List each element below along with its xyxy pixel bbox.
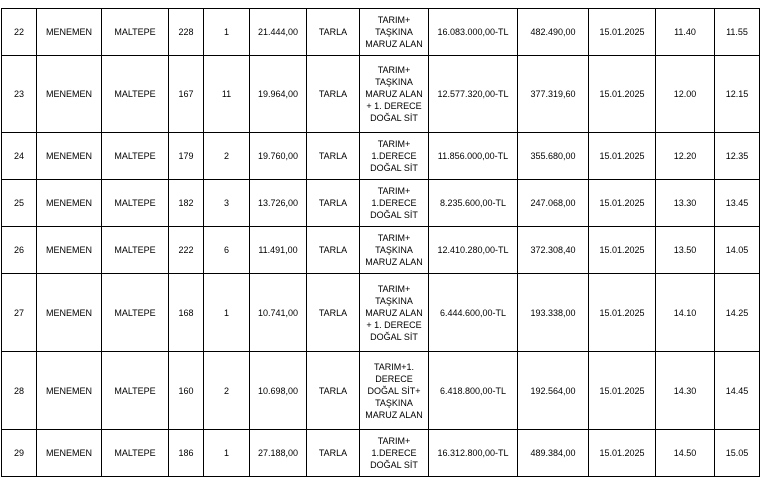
neighborhood-cell: MALTEPE <box>102 180 169 227</box>
block-cell: 160 <box>169 352 204 430</box>
table-row <box>2 274 760 352</box>
deposit-cell: 372.308,40 <box>518 227 589 274</box>
zoning-cell: TARIM+ 1.DERECE DOĞAL SİT <box>360 430 429 477</box>
end-time-cell: 14.25 <box>715 274 760 352</box>
neighborhood-cell: MALTEPE <box>102 274 169 352</box>
type-cell: TARLA <box>307 9 360 56</box>
block-cell: 228 <box>169 9 204 56</box>
row-number: 22 <box>2 9 37 56</box>
start-time-cell: 13.30 <box>656 180 715 227</box>
date-cell: 15.01.2025 <box>589 9 656 56</box>
neighborhood-cell: MALTEPE <box>102 133 169 180</box>
row-number: 25 <box>2 180 37 227</box>
table-row <box>2 9 760 56</box>
type-cell: TARLA <box>307 430 360 477</box>
neighborhood-cell: MALTEPE <box>102 9 169 56</box>
date-cell: 15.01.2025 <box>589 56 656 133</box>
deposit-cell: 355.680,00 <box>518 133 589 180</box>
neighborhood-cell: MALTEPE <box>102 430 169 477</box>
block-cell: 186 <box>169 430 204 477</box>
area-cell: 27.188,00 <box>250 430 307 477</box>
type-cell: TARLA <box>307 180 360 227</box>
area-cell: 10.698,00 <box>250 352 307 430</box>
zoning-cell: TARIM+ 1.DERECE DOĞAL SİT <box>360 180 429 227</box>
end-time-cell: 14.05 <box>715 227 760 274</box>
parcel-cell: 11 <box>204 56 250 133</box>
type-cell: TARLA <box>307 227 360 274</box>
type-cell: TARLA <box>307 56 360 133</box>
district-cell: MENEMEN <box>37 180 102 227</box>
type-cell: TARLA <box>307 133 360 180</box>
parcel-cell: 2 <box>204 352 250 430</box>
table-row <box>2 180 760 227</box>
deposit-cell: 192.564,00 <box>518 352 589 430</box>
block-cell: 182 <box>169 180 204 227</box>
end-time-cell: 14.45 <box>715 352 760 430</box>
end-time-cell: 13.45 <box>715 180 760 227</box>
auction-table <box>1 8 760 477</box>
price-cell: 11.856.000,00-TL <box>429 133 518 180</box>
start-time-cell: 14.30 <box>656 352 715 430</box>
table-row <box>2 227 760 274</box>
area-cell: 19.964,00 <box>250 56 307 133</box>
price-cell: 12.410.280,00-TL <box>429 227 518 274</box>
row-number: 23 <box>2 56 37 133</box>
date-cell: 15.01.2025 <box>589 352 656 430</box>
neighborhood-cell: MALTEPE <box>102 352 169 430</box>
end-time-cell: 15.05 <box>715 430 760 477</box>
zoning-cell: TARIM+ TAŞKINA MARUZ ALAN + 1. DERECE DOĞAL SİT <box>360 56 429 133</box>
row-number: 29 <box>2 430 37 477</box>
row-number: 24 <box>2 133 37 180</box>
price-cell: 6.444.600,00-TL <box>429 274 518 352</box>
district-cell: MENEMEN <box>37 9 102 56</box>
date-cell: 15.01.2025 <box>589 274 656 352</box>
neighborhood-cell: MALTEPE <box>102 227 169 274</box>
table-row <box>2 56 760 133</box>
zoning-cell: TARIM+ TAŞKINA MARUZ ALAN + 1. DERECE DOĞAL SİT <box>360 274 429 352</box>
deposit-cell: 247.068,00 <box>518 180 589 227</box>
date-cell: 15.01.2025 <box>589 180 656 227</box>
zoning-cell: TARIM+ TAŞKINA MARUZ ALAN <box>360 227 429 274</box>
start-time-cell: 14.10 <box>656 274 715 352</box>
row-number: 27 <box>2 274 37 352</box>
parcel-cell: 1 <box>204 430 250 477</box>
start-time-cell: 12.20 <box>656 133 715 180</box>
table-row <box>2 133 760 180</box>
parcel-cell: 2 <box>204 133 250 180</box>
parcel-cell: 6 <box>204 227 250 274</box>
date-cell: 15.01.2025 <box>589 133 656 180</box>
parcel-cell: 1 <box>204 274 250 352</box>
table-row <box>2 352 760 430</box>
district-cell: MENEMEN <box>37 430 102 477</box>
deposit-cell: 193.338,00 <box>518 274 589 352</box>
date-cell: 15.01.2025 <box>589 227 656 274</box>
area-cell: 21.444,00 <box>250 9 307 56</box>
parcel-cell: 3 <box>204 180 250 227</box>
zoning-cell: TARIM+ TAŞKINA MARUZ ALAN <box>360 9 429 56</box>
block-cell: 222 <box>169 227 204 274</box>
start-time-cell: 11.40 <box>656 9 715 56</box>
price-cell: 12.577.320,00-TL <box>429 56 518 133</box>
district-cell: MENEMEN <box>37 274 102 352</box>
deposit-cell: 377.319,60 <box>518 56 589 133</box>
district-cell: MENEMEN <box>37 56 102 133</box>
end-time-cell: 12.35 <box>715 133 760 180</box>
price-cell: 6.418.800,00-TL <box>429 352 518 430</box>
date-cell: 15.01.2025 <box>589 430 656 477</box>
table-row <box>2 430 760 477</box>
neighborhood-cell: MALTEPE <box>102 56 169 133</box>
area-cell: 19.760,00 <box>250 133 307 180</box>
block-cell: 179 <box>169 133 204 180</box>
end-time-cell: 12.15 <box>715 56 760 133</box>
area-cell: 10.741,00 <box>250 274 307 352</box>
row-number: 26 <box>2 227 37 274</box>
block-cell: 168 <box>169 274 204 352</box>
area-cell: 11.491,00 <box>250 227 307 274</box>
zoning-cell: TARIM+1. DERECE DOĞAL SİT+ TAŞKINA MARUZ ALAN <box>360 352 429 430</box>
start-time-cell: 12.00 <box>656 56 715 133</box>
deposit-cell: 482.490,00 <box>518 9 589 56</box>
type-cell: TARLA <box>307 274 360 352</box>
parcel-cell: 1 <box>204 9 250 56</box>
end-time-cell: 11.55 <box>715 9 760 56</box>
block-cell: 167 <box>169 56 204 133</box>
area-cell: 13.726,00 <box>250 180 307 227</box>
price-cell: 16.083.000,00-TL <box>429 9 518 56</box>
district-cell: MENEMEN <box>37 227 102 274</box>
zoning-cell: TARIM+ 1.DERECE DOĞAL SİT <box>360 133 429 180</box>
price-cell: 16.312.800,00-TL <box>429 430 518 477</box>
type-cell: TARLA <box>307 352 360 430</box>
price-cell: 8.235.600,00-TL <box>429 180 518 227</box>
table-body <box>2 9 760 477</box>
deposit-cell: 489.384,00 <box>518 430 589 477</box>
district-cell: MENEMEN <box>37 352 102 430</box>
start-time-cell: 13.50 <box>656 227 715 274</box>
row-number: 28 <box>2 352 37 430</box>
start-time-cell: 14.50 <box>656 430 715 477</box>
district-cell: MENEMEN <box>37 133 102 180</box>
